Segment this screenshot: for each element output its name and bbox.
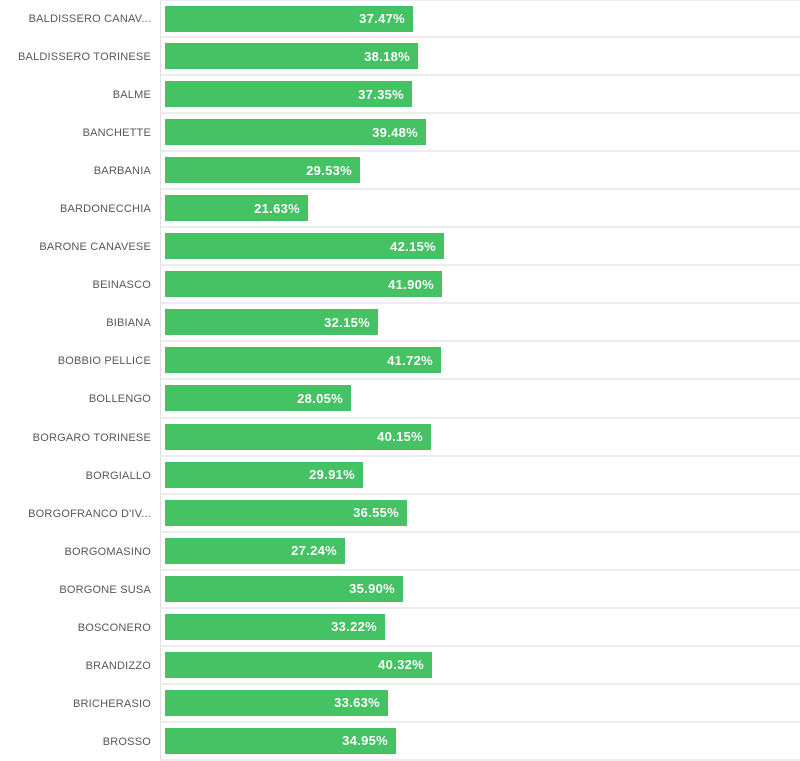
bar[interactable] bbox=[165, 233, 444, 259]
bar-row bbox=[0, 38, 800, 76]
plot-area bbox=[160, 228, 800, 266]
plot-area bbox=[160, 342, 800, 380]
plot-area bbox=[160, 685, 800, 723]
plot-area bbox=[160, 457, 800, 495]
bar[interactable] bbox=[165, 538, 345, 564]
value-label: 21.63% bbox=[254, 200, 300, 216]
category-label: BOBBIO PELLICE bbox=[57, 355, 151, 368]
value-label: 33.63% bbox=[334, 695, 380, 711]
bar-row bbox=[0, 304, 800, 342]
category-label: BORGOMASINO bbox=[64, 545, 151, 558]
plot-area bbox=[160, 304, 800, 342]
category-label: BALME bbox=[112, 89, 151, 102]
category-label: BRANDIZZO bbox=[85, 659, 151, 672]
plot-area bbox=[160, 190, 800, 228]
bar[interactable] bbox=[165, 576, 403, 602]
bar[interactable] bbox=[165, 43, 418, 69]
plot-area bbox=[160, 723, 800, 761]
category-label: BARDONECCHIA bbox=[59, 203, 151, 216]
value-label: 36.55% bbox=[353, 505, 399, 521]
value-label: 34.95% bbox=[342, 733, 388, 749]
bar[interactable] bbox=[165, 6, 413, 32]
bar[interactable] bbox=[165, 195, 308, 221]
bar[interactable] bbox=[165, 652, 432, 678]
value-label: 42.15% bbox=[390, 238, 436, 254]
category-label: BROSSO bbox=[102, 735, 151, 748]
bar-row bbox=[0, 685, 800, 723]
bar-row bbox=[0, 533, 800, 571]
bar-row bbox=[0, 342, 800, 380]
bar[interactable] bbox=[165, 614, 385, 640]
plot-area bbox=[160, 495, 800, 533]
bar-row bbox=[0, 114, 800, 152]
bar-row bbox=[0, 419, 800, 457]
plot-area bbox=[160, 76, 800, 114]
plot-area bbox=[160, 647, 800, 685]
category-label: BALDISSERO TORINESE bbox=[18, 51, 151, 64]
category-label: BORGARO TORINESE bbox=[32, 431, 151, 444]
bar[interactable] bbox=[165, 462, 363, 488]
bar[interactable] bbox=[165, 385, 351, 411]
category-label: BOLLENGO bbox=[88, 393, 151, 406]
plot-area bbox=[160, 380, 800, 418]
bar[interactable] bbox=[165, 690, 388, 716]
bar-row bbox=[0, 190, 800, 228]
value-label: 27.24% bbox=[291, 543, 337, 559]
bar-row bbox=[0, 152, 800, 190]
bar-row bbox=[0, 647, 800, 685]
bar[interactable] bbox=[165, 271, 442, 297]
value-label: 40.32% bbox=[378, 657, 424, 673]
category-label: BEINASCO bbox=[92, 279, 151, 292]
plot-area bbox=[160, 571, 800, 609]
bar[interactable] bbox=[165, 119, 426, 145]
category-label: BORGONE SUSA bbox=[59, 583, 151, 596]
value-label: 32.15% bbox=[324, 314, 370, 330]
plot-area bbox=[160, 609, 800, 647]
value-label: 28.05% bbox=[297, 390, 343, 406]
category-label: BARBANIA bbox=[93, 165, 151, 178]
plot-area bbox=[160, 266, 800, 304]
bar[interactable] bbox=[165, 728, 396, 754]
bar-row bbox=[0, 0, 800, 38]
bar-row bbox=[0, 228, 800, 266]
plot-area bbox=[160, 419, 800, 457]
bar[interactable] bbox=[165, 157, 360, 183]
plot-area bbox=[160, 152, 800, 190]
category-label: BOSCONERO bbox=[77, 621, 151, 634]
value-label: 29.53% bbox=[306, 162, 352, 178]
bar[interactable] bbox=[165, 500, 407, 526]
value-label: 41.90% bbox=[388, 276, 434, 292]
plot-area bbox=[160, 38, 800, 76]
bar[interactable] bbox=[165, 81, 412, 107]
bar[interactable] bbox=[165, 309, 378, 335]
category-label: BIBIANA bbox=[106, 317, 151, 330]
bar[interactable] bbox=[165, 347, 441, 373]
category-label: BORGIALLO bbox=[85, 469, 151, 482]
plot-area bbox=[160, 533, 800, 571]
bar-row bbox=[0, 571, 800, 609]
bar-row bbox=[0, 76, 800, 114]
category-label: BORGOFRANCO D'IV... bbox=[28, 507, 151, 520]
bar-row bbox=[0, 495, 800, 533]
category-label: BRICHERASIO bbox=[73, 697, 151, 710]
plot-area bbox=[160, 0, 800, 38]
bar-row bbox=[0, 457, 800, 495]
category-label: BALDISSERO CANAV... bbox=[28, 13, 151, 26]
value-label: 40.15% bbox=[377, 429, 423, 445]
value-label: 29.91% bbox=[309, 467, 355, 483]
value-label: 39.48% bbox=[372, 124, 418, 140]
bar-row bbox=[0, 380, 800, 418]
value-label: 33.22% bbox=[331, 619, 377, 635]
value-label: 38.18% bbox=[364, 48, 410, 64]
category-label: BANCHETTE bbox=[82, 127, 151, 140]
bar-row bbox=[0, 609, 800, 647]
bar-row bbox=[0, 266, 800, 304]
plot-area bbox=[160, 114, 800, 152]
value-label: 41.72% bbox=[387, 352, 433, 368]
value-label: 35.90% bbox=[349, 581, 395, 597]
category-label: BARONE CANAVESE bbox=[39, 241, 151, 254]
bar[interactable] bbox=[165, 424, 431, 450]
value-label: 37.35% bbox=[358, 86, 404, 102]
value-label: 37.47% bbox=[359, 11, 405, 27]
bar-row bbox=[0, 723, 800, 761]
